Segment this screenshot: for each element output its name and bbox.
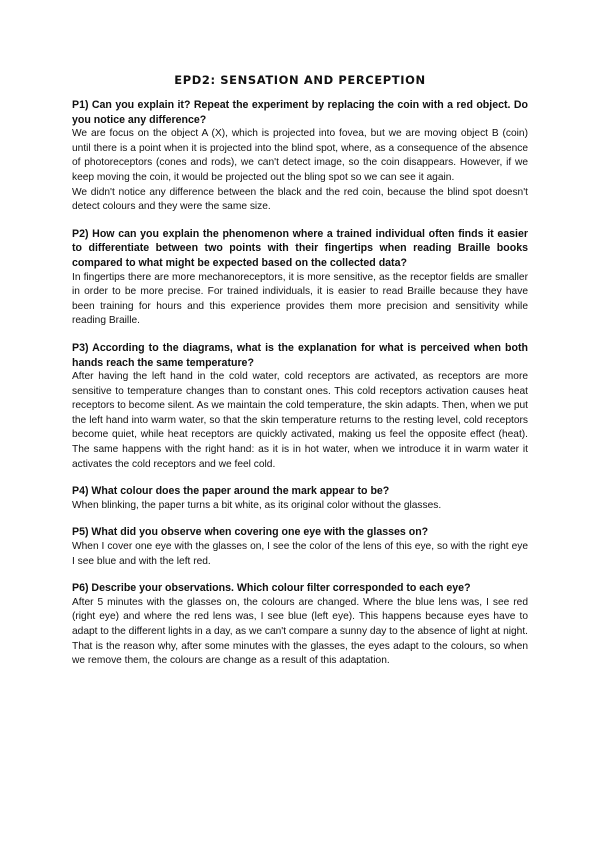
section-p4: [72, 484, 528, 513]
question-p3: P3) According to the diagrams, what is the explanation for what is perceived when both hands reach the same temperature?: [72, 341, 528, 369]
section-spacer: [72, 329, 528, 341]
section-p6: [72, 581, 528, 669]
document-title: EPD2: SENSATION AND PERCEPTION: [174, 73, 426, 87]
question-p6: P6) Describe your observations. Which colour filter corresponded to each eye?: [72, 582, 471, 595]
section-p3: [72, 341, 528, 472]
answer-p3-paragraph-1: After having the left hand in the cold water, cold receptors are activated, as receptors are more sensitive to temperature changes than to constant ones. This cold receptors activation causes heat receptors to become silent. As we maintain the cold temperature, the skin adapts. Then, when we put the left hand into warm water, so that the skin temperature returns to the resting level, cold receptors become quiet, while heat receptors are quickly activated, making us feel the opposite effect (heat). The same happens with the right hand: as it is in hot water, when we introduce it in warm water it activates the cold receptors and we feel cold.: [72, 371, 528, 470]
question-p4: P4) What colour does the paper around the mark appear to be?: [72, 485, 390, 498]
question-p2: P2) How can you explain the phenomenon where a trained individual often finds it easier to differentiate between two points with their fingertips when reading Braille books compared to what might be expected based on the collected data?: [72, 227, 528, 269]
answer-p5-paragraph-1: When I cover one eye with the glasses on, I see the color of the lens of this eye, so with the right eye I see blue and with the left red.: [72, 541, 528, 567]
question-p5: P5) What did you observe when covering one eye with the glasses on?: [72, 526, 429, 539]
section-spacer: [72, 472, 528, 484]
answer-p6-paragraph-1: After 5 minutes with the glasses on, the colours are changed. Where the blue lens was, I see red (right eye) and where the red lens was, I see blue (left eye). This happens because eyes have to adapt to the different lights in a day, as we can't compare a sunny day to the absence of light at night. That is the reason why, after some minutes with the glasses, the eyes adapt to the colours, so when we remove them, the colours are change as a result of this adaptation.: [72, 596, 528, 667]
answer-p1-paragraph-2: We didn't notice any difference between the black and the red coin, because the blind spot doesn't detect colours and they were the same size.: [72, 186, 528, 213]
section-p2: [72, 227, 528, 329]
section-p1: [72, 98, 528, 215]
question-p1: P1) Can you explain it? Repeat the experiment by replacing the coin with a red object. Do you notice any difference?: [72, 99, 528, 126]
answer-p4-paragraph-1: When blinking, the paper turns a bit white, as its original color without the glasses.: [72, 499, 442, 511]
document-page: [72, 72, 528, 669]
section-spacer: [72, 513, 528, 525]
answer-p2-paragraph-1: In fingertips there are more mechanoreceptors, it is more sensitive, as the receptor fields are smaller in order to be more precise. For trained individuals, it is easier to read Braille because they have been training for hours and this experience provides them more precision and sensitivity while reading Braille.: [72, 271, 528, 327]
section-spacer: [72, 215, 528, 227]
answer-p1-paragraph-1: We are focus on the object A (X), which is projected into fovea, but we are moving object B (coin) until there is a point when it is projected into the blind spot, where, as a consequence of the absence of photoreceptors (cones and rods), we can't detect image, so the coin disappears. However, if we keep moving the coin, it would be projected out the bling spot so we can see it again.: [72, 128, 528, 183]
section-p5: [72, 525, 528, 569]
section-spacer: [72, 569, 528, 581]
